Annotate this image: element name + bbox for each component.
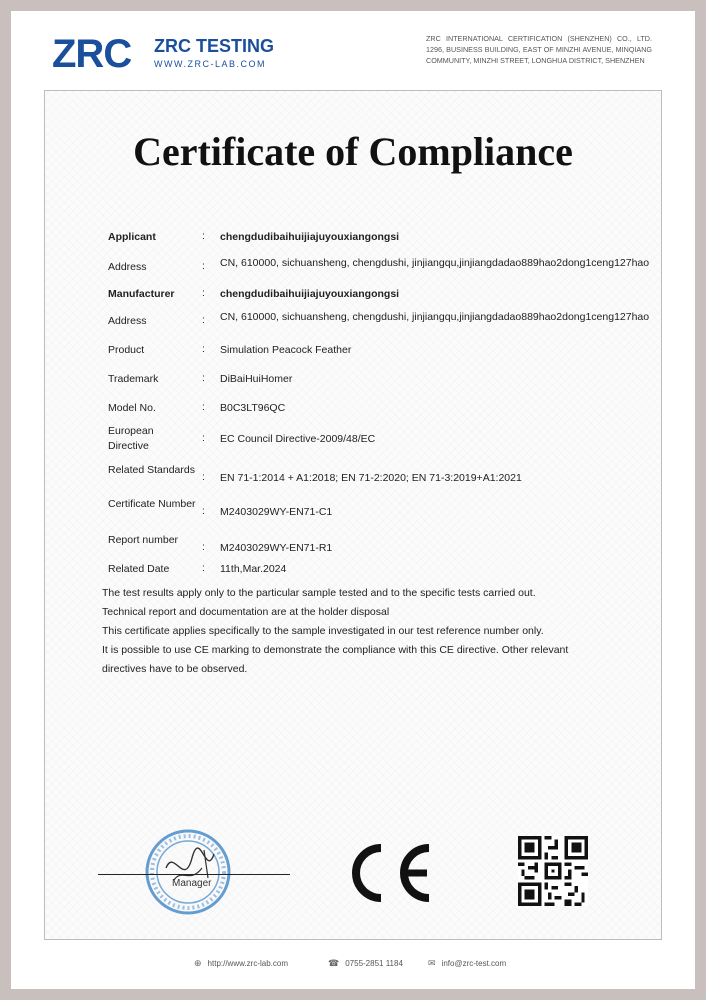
field-colon: : — [202, 260, 205, 272]
logo-mark: ZRC — [52, 32, 132, 76]
footer-phone-text: 0755-2851 1184 — [345, 959, 403, 968]
field-label: Certificate Number — [108, 498, 196, 510]
official-seal-icon — [144, 828, 232, 916]
field-value: chengdudibaihuijiajuyouxiangongsi — [220, 288, 400, 300]
statement-2: Technical report and documentation are at the holder disposal — [102, 606, 390, 618]
field-label: Report number — [108, 534, 179, 546]
field-row — [108, 343, 668, 373]
field-value: CN, 610000, sichuansheng, chengdushi, jinjiangqu,jinjiangdadao889hao2dong1ceng127hao — [220, 311, 650, 323]
field-colon: : — [202, 541, 205, 553]
field-label: Related Standards — [108, 464, 195, 476]
field-colon: : — [202, 471, 205, 483]
field-value: 11th,Mar.2024 — [220, 563, 287, 575]
field-colon: : — [202, 230, 205, 242]
phone-icon: ☎ — [328, 958, 340, 968]
field-colon: : — [202, 287, 205, 299]
zrc-logo — [52, 32, 282, 78]
field-label: European Directive — [108, 425, 154, 452]
field-row — [108, 310, 668, 340]
mail-icon: ✉ — [428, 958, 436, 968]
field-value: EC Council Directive-2009/48/EC — [220, 433, 376, 445]
field-label: Applicant — [108, 231, 156, 243]
field-label: Manufacturer — [108, 288, 175, 300]
footer-email[interactable] — [428, 958, 506, 969]
field-value: DiBaiHuiHomer — [220, 373, 293, 385]
field-label: Address — [108, 315, 147, 327]
signature-line — [98, 874, 290, 875]
field-colon: : — [202, 401, 205, 413]
field-row — [108, 497, 668, 527]
field-row — [108, 256, 668, 286]
footer-website[interactable] — [194, 958, 288, 969]
field-row — [108, 424, 668, 454]
ce-mark-icon — [343, 840, 435, 906]
qr-code-icon — [518, 836, 588, 906]
field-label: Trademark — [108, 373, 159, 385]
field-value: EN 71-1:2014 + A1:2018; EN 71-2:2020; EN 71-3:2019+A1:2021 — [220, 472, 522, 484]
field-colon: : — [202, 505, 205, 517]
signature-role: Manager — [172, 878, 212, 889]
globe-icon: ⊕ — [194, 958, 202, 968]
field-colon: : — [202, 372, 205, 384]
statement-4: It is possible to use CE marking to demonstrate the compliance with this CE directive. Other relevant directives have to be observed. — [102, 644, 569, 675]
field-value: M2403029WY-EN71-C1 — [220, 506, 333, 518]
certificate-title: Certificate of Compliance — [133, 129, 573, 174]
field-colon: : — [202, 343, 205, 355]
field-value: B0C3LT96QC — [220, 402, 286, 414]
field-row — [108, 533, 668, 563]
field-value: chengdudibaihuijiajuyouxiangongsi — [220, 231, 400, 243]
field-label: Product — [108, 344, 145, 356]
field-row — [108, 463, 668, 493]
field-value: CN, 610000, sichuansheng, chengdushi, jinjiangqu,jinjiangdadao889hao2dong1ceng127hao — [220, 257, 650, 269]
field-colon: : — [202, 562, 205, 574]
field-row — [108, 372, 668, 402]
field-colon: : — [202, 432, 205, 444]
statement-1: The test results apply only to the particular sample tested and to the specific tests carried out. — [102, 587, 536, 599]
company-address: ZRC INTERNATIONAL CERTIFICATION (SHENZHEN) CO., LTD. 1296, BUSINESS BUILDING, EAST OF MINZHI AVENUE, MINQIANG COMMUNITY, MINZHI STREET, LONGHUA DISTRICT, SHENZHEN — [426, 34, 652, 65]
field-label: Model No. — [108, 402, 156, 414]
field-label: Related Date — [108, 563, 170, 575]
field-value: M2403029WY-EN71-R1 — [220, 542, 333, 554]
field-colon: : — [202, 314, 205, 326]
statement-3: This certificate applies specifically to the sample investigated in our test reference number only. — [102, 625, 544, 637]
statements — [102, 584, 602, 679]
footer-phone — [328, 958, 403, 969]
field-value: Simulation Peacock Feather — [220, 344, 352, 356]
logo-url: WWW.ZRC-LAB.COM — [154, 59, 266, 69]
field-label: Address — [108, 261, 147, 273]
footer-website-text: http://www.zrc-lab.com — [207, 959, 289, 968]
footer-email-text: info@zrc-test.com — [441, 959, 507, 968]
logo-name: ZRC TESTING — [154, 36, 274, 56]
